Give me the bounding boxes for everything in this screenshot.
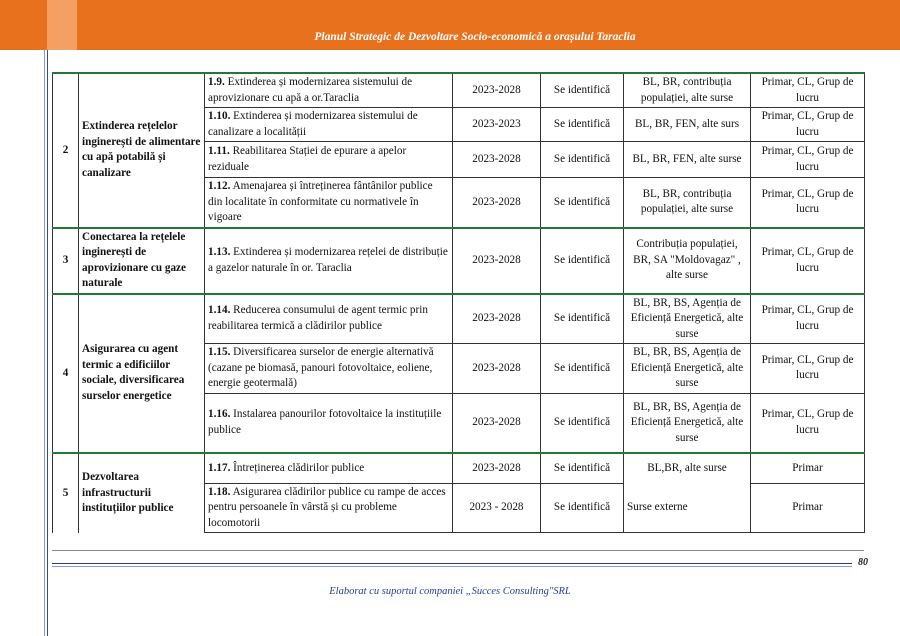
action-period: 2023-2028 [453, 393, 541, 453]
table-row [53, 228, 865, 294]
action-period: 2023-2023 [453, 108, 541, 142]
action-id: 1.9. [208, 76, 225, 88]
action-text: Întreținerea clădirilor publice [233, 461, 365, 474]
action-period: 2023-2028 [453, 178, 541, 228]
group-objective: Dezvoltarea infrastructurii instituțiilor publice [79, 453, 205, 533]
action-responsible: Primar, CL, Grup de lucru [751, 142, 865, 178]
action-responsible: Primar, CL, Grup de lucru [751, 393, 865, 453]
action-id: 1.15. [208, 346, 231, 358]
table-row [53, 453, 865, 483]
action-cost: Se identifică [541, 483, 624, 533]
action-id: 1.14. [208, 304, 231, 317]
action-responsible: Primar, CL, Grup de lucru [751, 73, 865, 108]
action-cell [205, 294, 453, 344]
action-cell [205, 142, 453, 178]
footer-credit: Elaborat cu suportul companiei „Succes Consulting"SRL [329, 586, 571, 597]
group-number: 5 [53, 453, 79, 533]
action-cell [205, 344, 453, 394]
action-cell [205, 108, 453, 142]
action-cell [205, 393, 453, 453]
action-cost: Se identifică [541, 178, 624, 228]
action-cell [205, 228, 453, 294]
action-plan-table [52, 72, 865, 533]
group-number: 3 [53, 228, 79, 294]
action-sources: Surse externe [624, 483, 751, 533]
action-responsible: Primar, CL, Grup de lucru [751, 178, 865, 228]
action-id: 1.11. [208, 145, 230, 157]
group-objective: Extinderea rețelelor inginerești de alimentare cu apă potabilă și canalizare [79, 73, 205, 228]
action-sources: BL, BR, BS, Agenția de Eficiență Energetică, alte surse [624, 294, 751, 344]
action-cell [205, 483, 453, 533]
action-sources: BL,BR, alte surse [624, 453, 751, 483]
action-sources: BL, BR, contribuția populației, alte surse [624, 73, 751, 108]
action-id: 1.13. [208, 246, 231, 258]
action-sources: BL, BR, contribuția populației, alte surse [624, 178, 751, 228]
group-number: 4 [53, 294, 79, 454]
action-cost: Se identifică [541, 228, 624, 294]
action-sources: BL, BR, BS, Agenția de Eficiență Energetică, alte surse [624, 393, 751, 453]
action-period: 2023-2028 [453, 228, 541, 294]
action-cost: Se identifică [541, 393, 624, 453]
action-responsible: Primar [751, 483, 865, 533]
action-period: 2023-2028 [453, 142, 541, 178]
action-text: Extinderea și modernizarea sistemului de aprovizionare cu apă a or.Taraclia [208, 76, 413, 104]
action-responsible: Primar, CL, Grup de lucru [751, 294, 865, 344]
action-period: 2023-2028 [453, 294, 541, 344]
left-margin-rule [47, 50, 48, 636]
group-number: 2 [53, 73, 79, 228]
action-sources: BL, BR, FEN, alte surs [624, 108, 751, 142]
action-period: 2023-2028 [453, 344, 541, 394]
action-cost: Se identifică [541, 344, 624, 394]
group-objective: Asigurarea cu agent termic a edificiilor sociale, diversificarea surselor energetice [79, 294, 205, 454]
action-cell [205, 73, 453, 108]
action-responsible: Primar, CL, Grup de lucru [751, 108, 865, 142]
action-text: Extinderea și modernizarea sistemului de canalizare a localității [208, 110, 418, 138]
action-sources: BL, BR, FEN, alte surse [624, 142, 751, 178]
action-text: Reabilitarea Stației de epurare a apelor reziduale [208, 145, 407, 173]
action-responsible: Primar, CL, Grup de lucru [751, 228, 865, 294]
action-period: 2023-2028 [453, 73, 541, 108]
action-id: 1.18. [208, 485, 231, 498]
action-responsible: Primar [751, 453, 865, 483]
action-cost: Se identifică [541, 73, 624, 108]
action-id: 1.16. [208, 408, 231, 421]
action-period: 2023 - 2028 [453, 483, 541, 533]
action-text: Amenajarea și întreținerea fântânilor publice din localitate în conformitate cu normativele în vigoare [208, 180, 433, 223]
table-row [53, 294, 865, 344]
table-row [53, 73, 865, 108]
action-id: 1.10. [208, 110, 231, 122]
action-cell [205, 178, 453, 228]
action-cost: Se identifică [541, 142, 624, 178]
action-text: Instalarea panourilor fotovoltaice la instituțiile publice [208, 408, 442, 436]
action-sources: BL, BR, BS, Agenția de Eficiență Energetică, alte surse [624, 344, 751, 394]
action-sources: Contribuția populației, BR, SA "Moldovagaz" , alte surse [624, 228, 751, 294]
action-text: Asigurarea clădirilor publice cu rampe de acces pentru persoanele în vârstă și cu probleme locomotorii [208, 485, 446, 529]
action-text: Extinderea și modernizarea rețelei de distribuție a gazelor naturale în or. Taraclia [208, 246, 448, 274]
footer-rule [52, 563, 852, 564]
action-id: 1.17. [208, 461, 231, 474]
action-period: 2023-2028 [453, 453, 541, 483]
left-margin-rule [44, 50, 45, 636]
action-cell [205, 453, 453, 483]
page-number: 80 [858, 557, 868, 568]
action-text: Diversificarea surselor de energie alternativă (cazane pe biomasă, panouri fotovoltaice, eoliene, energie geotermală) [208, 346, 434, 389]
footer-rule [52, 566, 852, 567]
page-header-title: Planul Strategic de Dezvoltare Socio-economică a orașului Taraclia [314, 31, 636, 43]
action-cost: Se identifică [541, 108, 624, 142]
action-responsible: Primar, CL, Grup de lucru [751, 344, 865, 394]
action-id: 1.12. [208, 180, 231, 192]
group-objective: Conectarea la rețelele inginerești de aprovizionare cu gaze naturale [79, 228, 205, 294]
table-bottom-rule [52, 550, 864, 551]
action-cost: Se identifică [541, 294, 624, 344]
action-cost: Se identifică [541, 453, 624, 483]
action-text: Reducerea consumului de agent termic prin reabilitarea termică a clădirilor publice [208, 304, 428, 332]
